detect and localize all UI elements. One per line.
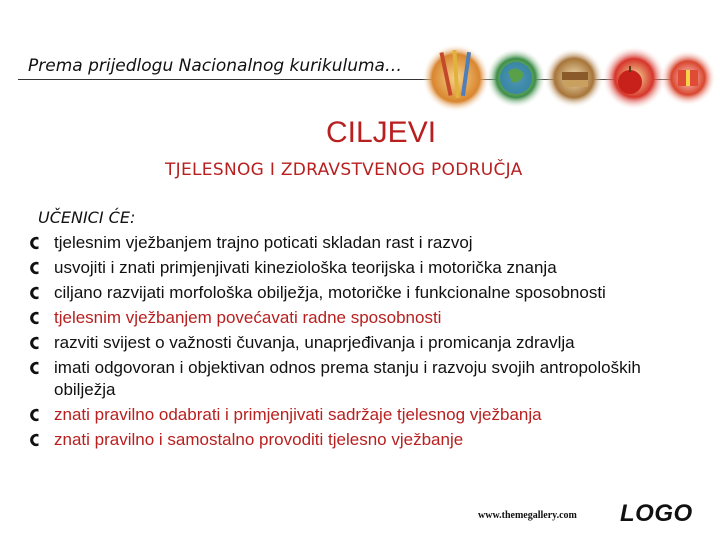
header-title: Prema prijedlogu Nacionalnog kurikuluma… (28, 56, 402, 76)
goal-text: ciljano razvijati morfološka obilježja, motoričke i funkcionalne sposobnosti (54, 283, 606, 302)
goal-item (24, 332, 704, 354)
footer-url: www.themegallery.com (478, 510, 577, 521)
goal-item (24, 232, 704, 254)
goal-item (24, 257, 704, 279)
header-image-strip (416, 42, 716, 116)
goal-item (24, 307, 704, 329)
crescent-bullet-icon (26, 232, 44, 254)
goals-list (24, 232, 704, 454)
students-label: UČENICI ĆE: (38, 208, 136, 227)
slide-title: CILJEVI (326, 116, 437, 149)
crescent-bullet-icon (26, 429, 44, 451)
crescent-bullet-icon (26, 257, 44, 279)
crescent-bullet-icon (26, 332, 44, 354)
goal-text: znati pravilno odabrati i primjenjivati sadržaje tjelesnog vježbanja (54, 405, 542, 424)
slide-subtitle: TJELESNOG I ZDRAVSTVENOG PODRUČJA (165, 160, 523, 180)
goal-text: tjelesnim vježbanjem trajno poticati skladan rast i razvoj (54, 233, 473, 252)
crescent-bullet-icon (26, 307, 44, 329)
goal-text: razviti svijest o važnosti čuvanja, unaprjeđivanja i promicanja zdravlja (54, 333, 575, 352)
school-supplies-images (416, 42, 716, 116)
goal-text: znati pravilno i samostalno provoditi tjelesno vježbanje (54, 430, 464, 449)
goal-item (24, 404, 704, 426)
goal-item (24, 357, 704, 401)
goal-item (24, 429, 704, 451)
goal-text: imati odgovoran i objektivan odnos prema stanju i razvoju svojih antropoloških obilježja (54, 358, 641, 399)
goal-text: usvojiti i znati primjenjivati kineziološka teorijska i motorička znanja (54, 258, 557, 277)
goal-text: tjelesnim vježbanjem povećavati radne sposobnosti (54, 308, 442, 327)
goal-item (24, 282, 704, 304)
logo: LOGO (620, 500, 693, 527)
crescent-bullet-icon (26, 282, 44, 304)
crescent-bullet-icon (26, 404, 44, 426)
crescent-bullet-icon (26, 357, 44, 379)
